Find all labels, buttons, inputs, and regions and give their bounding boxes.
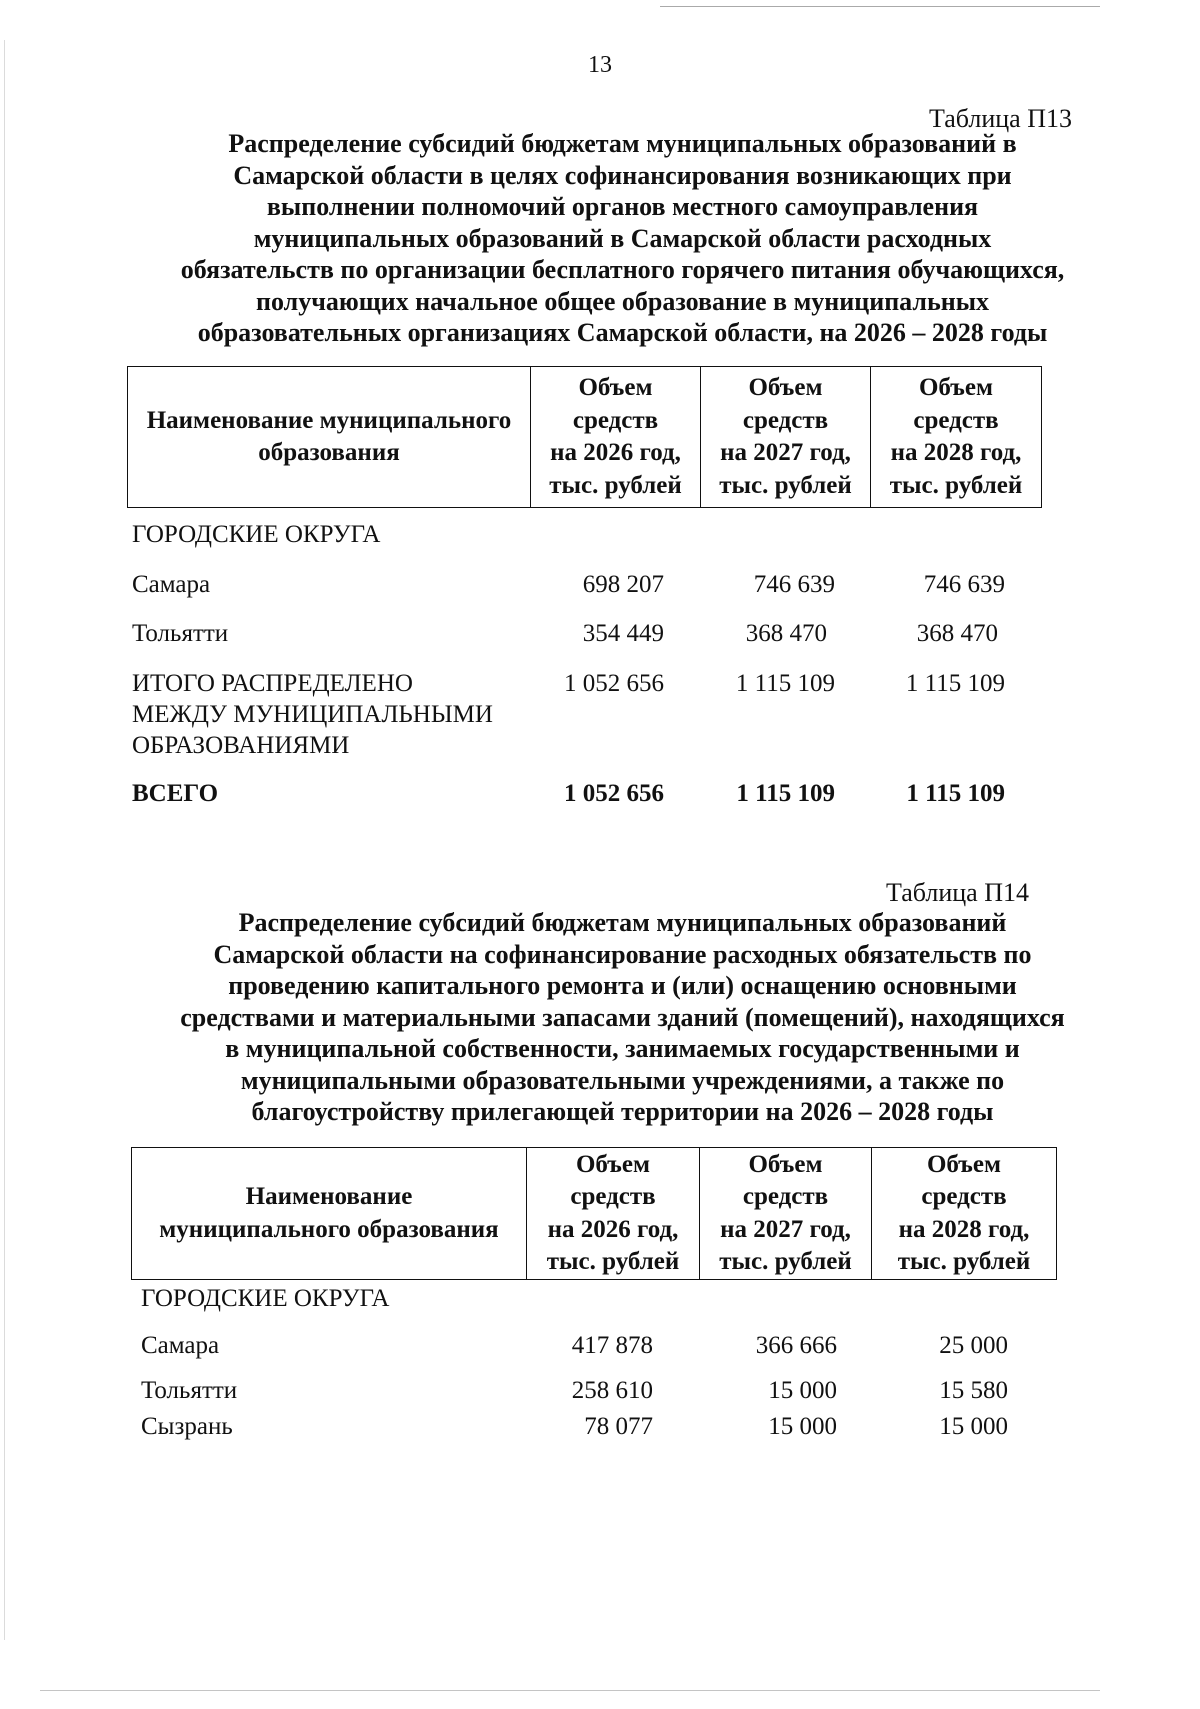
value-2026: 258 610 [571, 1377, 653, 1404]
table-p13-header [127, 366, 1042, 508]
row-name: Самара [141, 1332, 220, 1359]
value-2026: 78 077 [584, 1413, 653, 1440]
row-name: Тольятти [132, 620, 229, 647]
table-p13-title [130, 128, 1115, 349]
subtotal-2026: 1 052 656 [564, 670, 664, 697]
value-2028: 15 000 [939, 1413, 1008, 1440]
value-2027: 15 000 [768, 1413, 837, 1440]
subtotal-2027: 1 115 109 [735, 670, 835, 697]
total-2026: 1 052 656 [564, 780, 664, 807]
table-p13-label: Таблица П13 [929, 104, 1072, 133]
value-2026: 354 449 [582, 620, 664, 647]
section-label: ГОРОДСКИЕ ОКРУГА [132, 521, 381, 548]
title-line: в муниципальной собственности, занимаемых государственными и [225, 1034, 1020, 1063]
value-2027: 368 470 [745, 620, 827, 647]
header-2026: Объем средств на 2026 год, тыс. рублей [527, 1148, 700, 1280]
scan-edge-line-top [660, 6, 1100, 7]
title-line: образовательных организациях Самарской области, на 2026 – 2028 годы [197, 318, 1048, 347]
value-2026: 698 207 [582, 571, 664, 598]
table-p14-label: Таблица П14 [886, 878, 1029, 907]
value-2027: 366 666 [755, 1332, 837, 1359]
title-line: средствами и материальными запасами зданий (помещений), находящихся [180, 1002, 1065, 1032]
value-2028: 25 000 [939, 1332, 1008, 1359]
row-name: Сызрань [141, 1413, 233, 1440]
table-p14-header [131, 1147, 1057, 1280]
header-2028: Объем средств на 2028 год, тыс. рублей [871, 367, 1042, 508]
title-line: благоустройству прилегающей территории на 2026 – 2028 годы [251, 1097, 994, 1126]
subtotal-name: ИТОГО РАСПРЕДЕЛЕНО МЕЖДУ МУНИЦИПАЛЬНЫМИ ОБРАЗОВАНИЯМИ [132, 670, 493, 759]
scan-edge-line-left [4, 40, 5, 1640]
total-name: ВСЕГО [132, 780, 219, 807]
title-line: Распределение субсидий бюджетам муниципальных образований [238, 908, 1007, 937]
header-2027: Объем средств на 2027 год, тыс. рублей [700, 1148, 872, 1280]
value-2027: 15 000 [768, 1377, 837, 1404]
title-line: муниципальных образований в Самарской области расходных [253, 223, 992, 253]
total-2028: 1 115 109 [906, 780, 1005, 807]
title-line: Самарской области в целях софинансирования возникающих при [233, 160, 1012, 190]
page-number: 13 [588, 52, 612, 78]
header-municipality: Наименование муниципального образования [132, 1148, 527, 1280]
title-line: выполнении полномочий органов местного самоуправления [266, 192, 979, 221]
value-2027: 746 639 [753, 571, 835, 598]
title-line: обязательств по организации бесплатного горячего питания обучающихся, [180, 255, 1065, 284]
header-2026: Объем средств на 2026 год, тыс. рублей [531, 367, 701, 508]
row-name: Самара [132, 571, 211, 598]
table-p14-title [130, 907, 1115, 1128]
value-2028: 746 639 [923, 571, 1005, 598]
total-2027: 1 115 109 [736, 780, 835, 807]
title-line: муниципальными образовательными учреждениями, а также по [240, 1065, 1005, 1095]
header-2028: Объем средств на 2028 год, тыс. рублей [872, 1148, 1057, 1280]
section-label: ГОРОДСКИЕ ОКРУГА [141, 1285, 390, 1312]
subtotal-2028: 1 115 109 [905, 670, 1005, 697]
value-2028: 368 470 [916, 620, 998, 647]
title-line: получающих начальное общее образование в муниципальных [255, 286, 990, 316]
title-line: Самарской области на софинансирование расходных обязательств по [213, 939, 1032, 969]
value-2028: 15 580 [939, 1377, 1008, 1404]
title-line: Распределение субсидий бюджетам муниципальных образований в [228, 129, 1017, 158]
header-municipality: Наименование муниципального образования [128, 367, 531, 508]
value-2026: 417 878 [571, 1332, 653, 1359]
header-2027: Объем средств на 2027 год, тыс. рублей [701, 367, 871, 508]
title-line: проведению капитального ремонта и (или) оснащению основными [228, 971, 1017, 1000]
scan-edge-line-bottom [40, 1690, 1100, 1691]
row-name: Тольятти [141, 1377, 238, 1404]
